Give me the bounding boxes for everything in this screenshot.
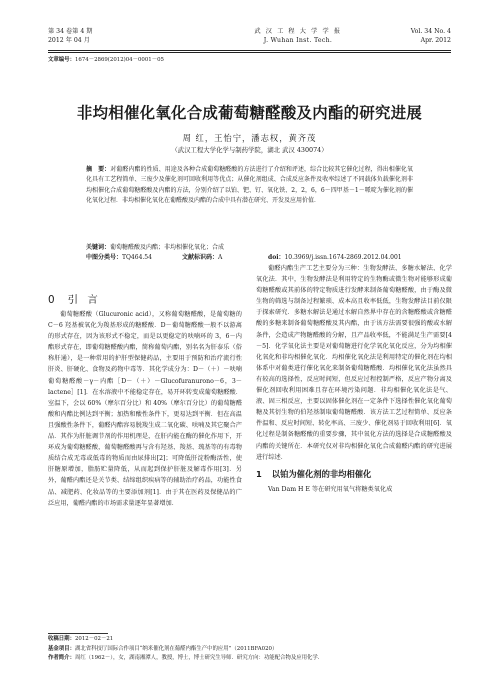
fund-info: 基金项目：湖北省科技厅国际合作项目“纳米催化剂在葡醛内酯生产中的应用”（2011BFA020） [48, 645, 278, 652]
keywords-label: 关键词： [86, 244, 111, 251]
author-bio: 作者简介：周红（1962－），女，湖南湘潭人，教授，博士，博士研究生导师．研究方向：功能配合物及应用化学． [48, 655, 324, 662]
affiliation: （武汉工程大学化学与制药学院，湖北 武汉 430074） [171, 146, 328, 154]
header-right [411, 27, 451, 45]
article-number-value: 1674－2869(2012)04－0001－05 [74, 57, 164, 63]
paper-title: 非均相催化氧化合成葡萄糖醛酸及内酯的研究进展 [76, 104, 423, 122]
received-date: 收稿日期：2012－02－21 [48, 636, 114, 642]
clc-field: 中图分类号：TQ464.54 [86, 254, 152, 261]
section1-heading [256, 469, 452, 480]
article-number [48, 56, 164, 64]
left-column [48, 309, 242, 509]
abstract [86, 165, 413, 207]
section1-paragraph: Van Dam H E 等在研究用氧气将糖类氧化成 [268, 485, 393, 493]
body-paragraph: 葡醛内酯生产工艺主要分为三种：生物发酵法、多糖水解法、化学氧化法．其中，生物发酵法是利用特定的生物酶或微生物对能够形成葡萄糖醛酸或其前体的特定物质进行发酵来制备葡萄糖醛酸，由于酶及微生物的筛选与制备过程繁琐、成本高且收率低低，生物发酵法目前仅限于探索研究．多糖水解法是通过水解自然界中存在的含糖醛酸或含糖醛酸的多糖来制备葡萄糖醛酸及其内酯，由于该方法需要很强的酸或水解条件，会造成产物糖醛酸的分解，且产品收率低，不能满足生产需要[4－5]．化学氧化法主要是对葡萄糖进行化学氧化氧化反应，分为均相催化氧化和非均相催化氧化．均相催化氧化法是利用特定的催化剂在均相体系中对葡类进行催化氧化来制备葡萄糖醛酸．均相催化氧化法虽然具有较高的选择性，反应时间短，但反应过程控制严格，反应产物分离及催化剂回收利用困难且存在环境污染问题．非均相催化氧化法是气、液、固三相反应，主要以固体催化剂在一定条件下选择性催化氧化葡萄糖及其衍生物的伯羟基制取葡萄糖醛酸．该方法工艺过程简单、反应条件温和、反应时间短、转化率高、三废少、催化剂易于回收利用[6]．氧化过程是制备糖醛酸的重要步骤，其中氧化方法的选择是合成糖醛酸及内酯的关键所在．本研究仅对非均相催化氧化合成葡醛内酯的研究进展进行综述． [256, 265, 452, 461]
intro-heading-text: 引 言 [67, 294, 101, 306]
journal-name-cn: 武 汉 工 程 大 学 学 报 [254, 28, 342, 35]
classification-line [86, 253, 416, 263]
date-en: Apr. 2012 [420, 37, 451, 44]
right-column [256, 263, 452, 495]
date-cn: 2012 年 04 月 [48, 37, 90, 44]
running-header [48, 27, 451, 49]
intro-heading-number: 0 [48, 294, 58, 306]
author-list: 周 红，王怡宁，潘志权，黄齐茂 [182, 133, 317, 143]
header-center [198, 27, 398, 45]
header-rule-thin [48, 52, 451, 53]
section1-heading-text: 以铂为催化剂的非均相催化 [271, 468, 372, 479]
keywords-text: 葡萄糖醛酸及内酯；非均相催化氧化；合成 [110, 244, 225, 251]
section1-heading-number: 1 [256, 468, 262, 479]
volume-cn: 第 34 卷第 4 期 [48, 28, 93, 35]
doc-code-field: 文献标识码：A [182, 254, 223, 261]
volume-en: Vol. 34 No. 4 [410, 28, 451, 35]
footnote-rule [48, 633, 108, 634]
intro-heading [48, 291, 101, 306]
keywords [86, 243, 413, 253]
header-left [48, 27, 92, 45]
abstract-label: 摘 要： [86, 166, 111, 173]
article-number-label: 文章编号： [48, 57, 75, 63]
header-rule [48, 50, 451, 51]
abstract-text: 对葡醛内酯的性质、用途及各种合成葡萄糖醛酸的方法进行了介绍和评述，综合比较其它催化过程，得出相催化氧化具有工艺程简单、三废少及催化剂可回收利用等优点；从催化剂组成、合成反应条件及收率综述了不同载体负载催化剂非均相催化合成葡萄糖醛酸及内酯的方法，分别介绍了以铂、钯、钌、氧化铁、2，2，6，6－四甲基－1－哌啶为催化剂的催化氧化过程．非均相催化氧化在葡醛酸及内酯的合成中具有潜在研究、开发及应用价值． [86, 166, 413, 205]
doi-field: doi：10.3969/j.issn.1674-2869.2012.04.001 [268, 254, 402, 261]
intro-paragraph: 葡萄糖醛酸（Glucuronic acid），又称葡萄糖醛酸，是葡萄糖的 C－6 羟基被氧化为羧基形成的糖醛酸．D－葡萄糖醛酸一般不以游离的形式存在，因为该形式不稳定，而是以更稳定的呋喃环的 3，6－内酯形式存在，即葡萄糖醛酸内酯，简称葡萄内酯，别名名为肝泰乐（俗称肝通），是一种常用的护肝型保健药品，主要用于预防和治疗流行性肝炎、肝硬化、食物及药物中毒等．其化学成分为：D－（＋）－呋喃葡萄糖醛酸－γ－内酯［D－（＋）－Glucofuranurono－6，3－lactene］[1]．在水溶液中不能稳定存在，易开环转变成葡萄糖醛酸．室温下，会以 60%（摩尔百分比）和 40%（摩尔百分比）的葡萄糖醛酸和内酯比例达到平衡；加热和酸性条件下，更易达到平衡．但在高温且强酸性条件下，葡醛内酯容易脱羧生成二氧化碳、呋喃及其它聚合产品．其作为肝脏调节剂的作用机理是，在肝内能在酶的催化作用下，开环成为葡萄糖醛酸，葡萄糖醛酸再与含有羟基、羧基、巯基等的有毒物质结合成无毒或低毒的物质而由尿排出[2]；可降低肝淀粉酶活性，使肝糖原增加，脂肪贮量降低，从而起到保护肝脏及解毒作用[3]．另外，葡醛内酯还是关节类、结缔组织疾病等的辅助治疗药品，功能性食品、减肥药、化妆品等的主要添加剂[1]．由于其在医药及保健品的广泛应用，葡醛内酯的市场需求量逐年显著增加． [48, 311, 242, 507]
footnotes [48, 635, 451, 664]
journal-name-en: J. Wuhan Inst. Tech. [263, 37, 333, 44]
